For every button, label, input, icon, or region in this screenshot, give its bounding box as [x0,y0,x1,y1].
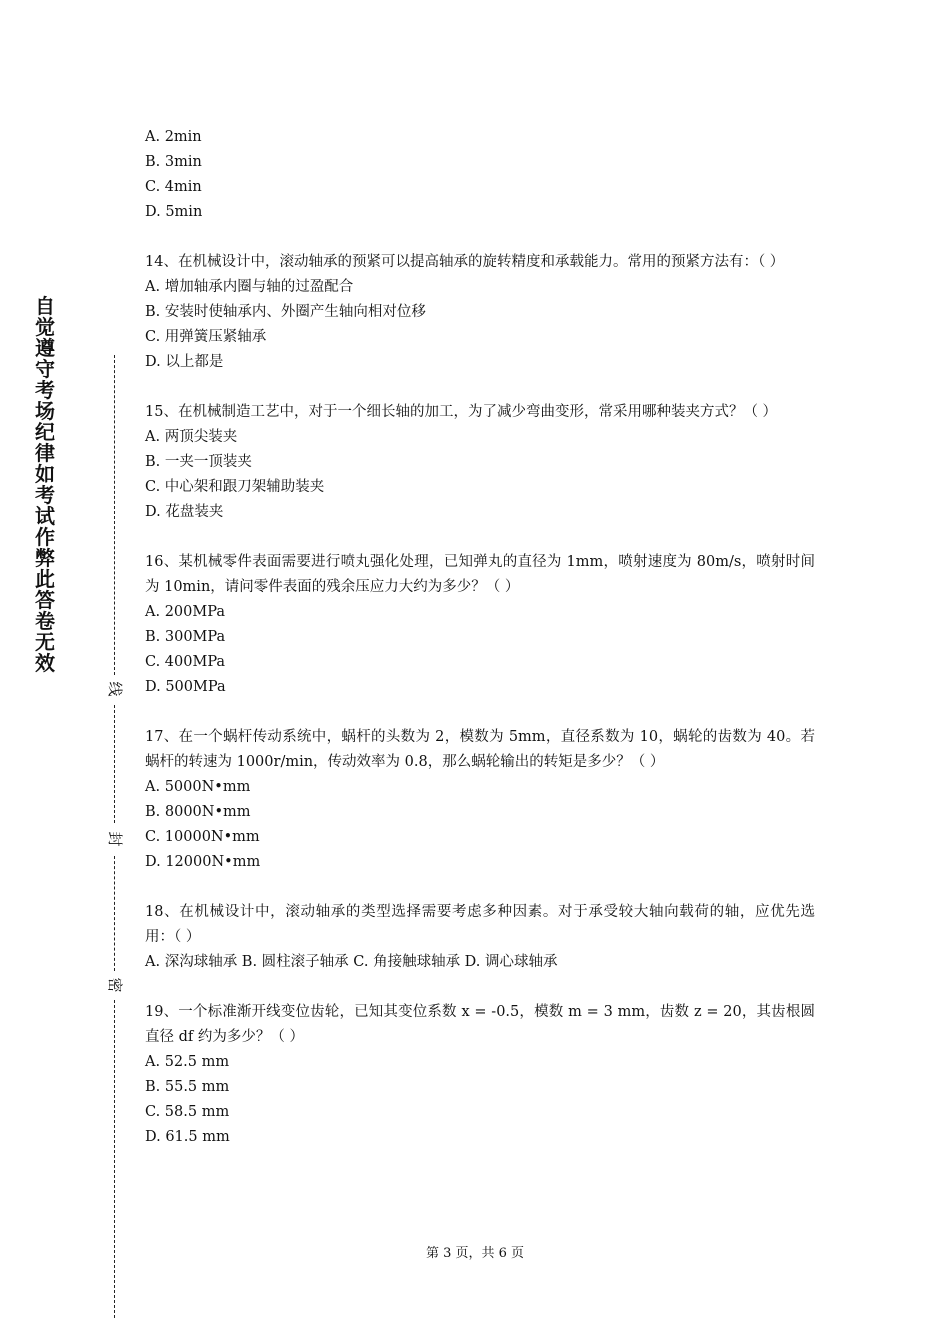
option: A. 增加轴承内圈与轴的过盈配合 [145,279,354,295]
question-text: 18、在机械设计中，滚动轴承的类型选择需要考虑多种因素。对于承受较大轴向载荷的轴，应优先选用：（ ） [145,904,815,945]
option: A. 2min [145,129,202,145]
seal-char-line: 线 [104,678,126,700]
option: B. 8000N•mm [145,804,251,820]
option: B. 安装时使轴承内、外圈产生轴向相对位移 [145,304,426,320]
option: C. 10000N•mm [145,829,260,845]
option: C. 4min [145,179,202,195]
option: D. 花盘装夹 [145,504,224,520]
question-text: 15、在机械制造工艺中，对于一个细长轴的加工，为了减少弯曲变形，常采用哪种装夹方式？（ ） [145,404,778,420]
option: C. 中心架和跟刀架辅助装夹 [145,479,325,495]
option: A. 深沟球轴承 B. 圆柱滚子轴承 C. 角接触球轴承 D. 调心球轴承 [145,954,558,970]
option: C. 58.5 mm [145,1104,230,1120]
option: A. 52.5 mm [145,1054,230,1070]
binding-line [114,1000,115,1318]
question-15 [145,400,815,525]
binding-line [114,856,115,971]
option: B. 300MPa [145,629,226,645]
option: B. 55.5 mm [145,1079,230,1095]
seal-char-secret: 密 [104,974,126,996]
page-number-footer: 第 3 页，共 6 页 [425,1246,525,1261]
option: B. 一夹一顶装夹 [145,454,252,470]
question-17 [145,725,815,875]
previous-question-options [145,125,815,225]
option: C. 400MPa [145,654,226,670]
option: A. 200MPa [145,604,225,620]
option: D. 12000N•mm [145,854,261,870]
question-19 [145,1000,815,1150]
option: D. 500MPa [145,679,226,695]
option: A. 5000N•mm [145,779,251,795]
question-text: 19、一个标准渐开线变位齿轮，已知其变位系数 x = -0.5，模数 m = 3 mm，齿数 z = 20，其齿根圆直径 df 约为多少？（ ） [145,1004,815,1045]
option: C. 用弹簧压紧轴承 [145,329,267,345]
question-text: 16、某机械零件表面需要进行喷丸强化处理，已知弹丸的直径为 1mm，喷射速度为 80m/s，喷射时间为 10min，请问零件表面的残余压应力大约为多少？（ ） [145,554,815,595]
question-16 [145,550,815,700]
binding-line [114,705,115,823]
question-14 [145,250,815,375]
question-text: 17、在一个蜗杆传动系统中，蜗杆的头数为 2，模数为 5mm，直径系数为 10，蜗轮的齿数为 40。若蜗杆的转速为 1000r/min，传动效率为 0.8，那么蜗轮输出的转矩是多少？（ ） [145,729,815,770]
option: D. 以上都是 [145,354,224,370]
question-text: 14、在机械设计中，滚动轴承的预紧可以提高轴承的旋转精度和承载能力。常用的预紧方法有：（ ） [145,254,785,270]
option: D. 61.5 mm [145,1129,230,1145]
seal-char-seal: 封 [104,828,126,850]
option: D. 5min [145,204,203,220]
option: A. 两顶尖装夹 [145,429,238,445]
exam-discipline-notice: 自觉遵守考场纪律如考试作弊此答卷无效 [35,294,55,675]
binding-line [114,355,115,675]
question-18 [145,900,815,975]
question-content [145,125,815,1150]
option: B. 3min [145,154,202,170]
